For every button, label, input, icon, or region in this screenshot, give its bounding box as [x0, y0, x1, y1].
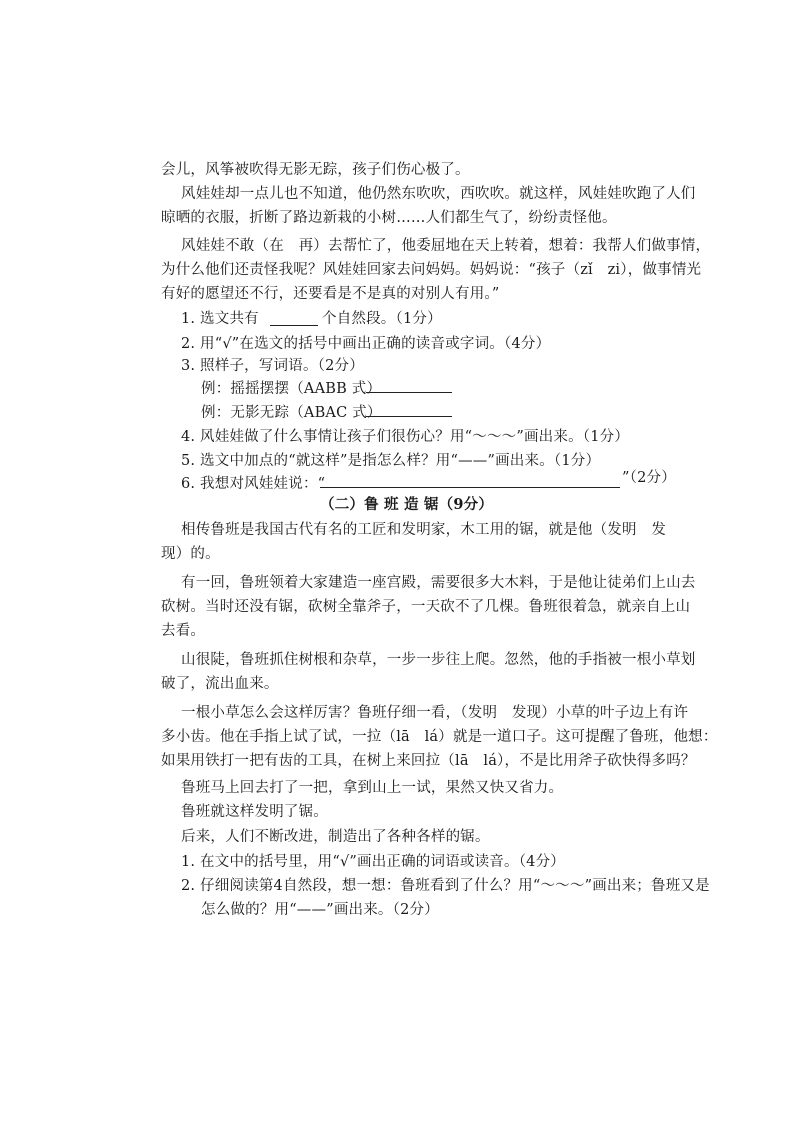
passage-line: 去看。 [161, 623, 206, 639]
passage-line: 砍树。当时还没有锯，砍树全靠斧子，一天砍不了几棵。鲁班很着急，就亲自上山 [161, 599, 691, 615]
reading-question-1: 1. 在文中的括号里，用“√”画出正确的词语或读音。（4分） [181, 854, 565, 870]
passage-line: 有好的愿望还不行，还要看是不是真的对别人有用。” [161, 286, 500, 302]
answer-blank-message[interactable] [320, 487, 620, 488]
answer-blank-abac[interactable] [366, 416, 452, 417]
passage-line: 晾晒的衣服，折断了路边新栽的小树……人们都生气了，纷纷责怪他。 [161, 210, 617, 226]
question-4: 4. 风娃娃做了什么事情让孩子们很伤心？用“～～～”画出来。（1分） [181, 429, 630, 445]
passage-line: 鲁班马上回去打了一把，拿到山上一试，果然又快又省力。 [181, 780, 564, 796]
passage-line: 如果用铁打一把有齿的工具，在树上来回拉（lā lá），不是比用斧子砍快得多吗？ [161, 753, 696, 769]
passage-line: 现）的。 [161, 546, 220, 562]
question-2: 2. 用“√”在选文的括号中画出正确的读音或字词。（4分） [181, 336, 551, 352]
question-3: 3. 照样子，写词语。（2分） [181, 358, 364, 374]
question-6-prefix: 6. 我想对风娃娃说：“ [181, 476, 326, 492]
passage-line: 风娃娃却一点儿也不知道，他仍然东吹吹，西吹吹。就这样，风娃娃吹跑了人们 [181, 186, 696, 202]
passage-line: 一根小草怎么会这样厉害？鲁班仔细一看，（发明 发现）小草的叶子边上有许 [181, 705, 689, 721]
passage-line: 相传鲁班是我国古代有名的工匠和发明家，木工用的锯，就是他（发明 发 [181, 522, 667, 538]
passage-line: 破了，流出血来。 [161, 676, 279, 692]
passage-line: 山很陡，鲁班抓住树根和杂草，一步一步往上爬。忽然，他的手指被一根小草划 [181, 652, 696, 668]
question-1-prefix: 1. 选文共有 [181, 311, 259, 327]
passage-line: 多小齿。他在手指上试了试，一拉（lā lá）就是一道口子。这可提醒了鲁班，他想： [161, 729, 718, 745]
passage-line: 有一回，鲁班领着大家建造一座宫殿，需要很多大木料，于是他让徒弟们上山去 [181, 575, 696, 591]
passage-line: 风娃娃不敢（在 再）去帮忙了，他委屈地在天上转着，想着：我帮人们做事情， [181, 238, 711, 254]
question-6-suffix: ”（2分） [622, 470, 676, 486]
reading-question-2: 2. 仔细阅读第4自然段，想一想：鲁班看到了什么？用“～～～”画出来；鲁班又是 [181, 878, 710, 894]
section-2-title: （二）鲁 班 造 锯（9分） [320, 496, 494, 513]
passage-line: 后来，人们不断改进，制造出了各种各样的锯。 [181, 829, 490, 845]
answer-blank-aabb[interactable] [366, 392, 452, 393]
answer-blank-paragraph-count[interactable] [270, 325, 318, 326]
question-5: 5. 选文中加点的“就这样”是指怎么样？用“——”画出来。（1分） [181, 453, 601, 469]
passage-line: 会儿，风筝被吹得无影无踪，孩子们伤心极了。 [161, 162, 470, 178]
passage-line: 为什么他们还责怪我呢？风娃娃回家去问妈妈。妈妈说：“孩子（zǐ zi），做事情光 [161, 262, 702, 278]
example-abac: 例：无影无踪（ABAC 式） [201, 405, 382, 421]
question-1-suffix: 个自然段。（1分） [322, 311, 442, 327]
passage-line: 鲁班就这样发明了锯。 [181, 804, 328, 820]
example-aabb: 例：摇摇摆摆（AABB 式） [201, 381, 382, 397]
reading-question-2-continued: 怎么做的？用“——”画出来。（2分） [201, 902, 439, 918]
